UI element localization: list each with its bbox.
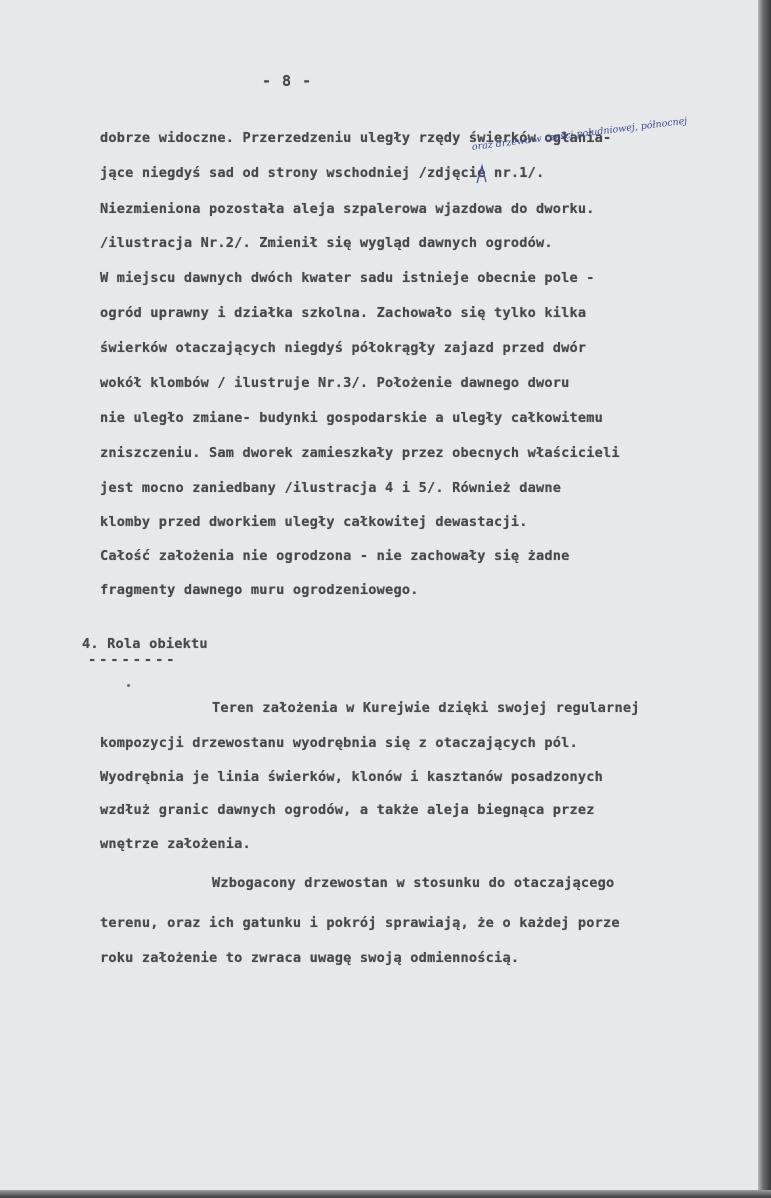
- handwritten-insert: oraz drzewa w części południowej, północnej: [471, 115, 688, 153]
- text-line: dobrze widoczne. Przerzedzeniu uległy rzędy świerków ogłania-: [100, 130, 612, 146]
- text-line: nie uległo zmiane- budynki gospodarskie a uległy całkowitemu: [100, 410, 604, 426]
- text-line: wokół klombów / ilustruje Nr.3/. Położenie dawnego dworu: [100, 375, 570, 391]
- text-line: W miejscu dawnych dwóch kwater sadu istnieje obecnie pole -: [100, 270, 595, 286]
- text-line: Teren założenia w Kurejwie dzięki swojej regularnej: [212, 700, 640, 716]
- text-line: roku założenie to zwraca uwagę swoją odmiennością.: [100, 950, 520, 966]
- page-edge-shadow: [758, 0, 771, 1198]
- text-line: jest mocno zaniedbany /ilustracja 4 i 5/. Również dawne: [100, 480, 562, 496]
- text-line: terenu, oraz ich gatunku i pokrój sprawiają, że o każdej porze: [100, 915, 620, 931]
- insert-mark-icon: [474, 164, 492, 184]
- section-heading: 4. Rola obiektu: [82, 636, 208, 652]
- ink-speck: [127, 684, 130, 687]
- text-line: ogród uprawny i działka szkolna. Zachowało się tylko kilka: [100, 305, 587, 321]
- text-line: jące niegdyś sad od strony wschodniej /zdjęcie nr.1/.: [100, 165, 545, 181]
- page-edge-shadow: [0, 1190, 771, 1198]
- text-line: wzdłuż granic dawnych ogrodów, a także aleja biegnąca przez: [100, 802, 595, 818]
- text-line: świerków otaczających niegdyś półokrągły zajazd przed dwór: [100, 340, 587, 356]
- text-line: Wyodrębnia je linia świerków, klonów i kasztanów posadzonych: [100, 769, 604, 785]
- text-line: zniszczeniu. Sam dworek zamieszkały przez obecnych właścicieli: [100, 445, 620, 461]
- heading-underline: --------: [88, 652, 178, 668]
- text-line: Całość założenia nie ogrodzona - nie zachowały się żadne: [100, 548, 570, 564]
- text-line: wnętrze założenia.: [100, 836, 251, 852]
- text-line: klomby przed dworkiem uległy całkowitej dewastacji.: [100, 514, 528, 530]
- text-line: /ilustracja Nr.2/. Zmienił się wygląd dawnych ogrodów.: [100, 235, 553, 251]
- text-line: kompozycji drzewostanu wyodrębnia się z otaczających pól.: [100, 735, 578, 751]
- text-line: Wzbogacony drzewostan w stosunku do otaczającego: [212, 875, 615, 891]
- text-line: fragmenty dawnego muru ogrodzeniowego.: [100, 582, 419, 598]
- text-line: Niezmieniona pozostała aleja szpalerowa wjazdowa do dworku.: [100, 201, 595, 217]
- page-number: - 8 -: [262, 72, 313, 90]
